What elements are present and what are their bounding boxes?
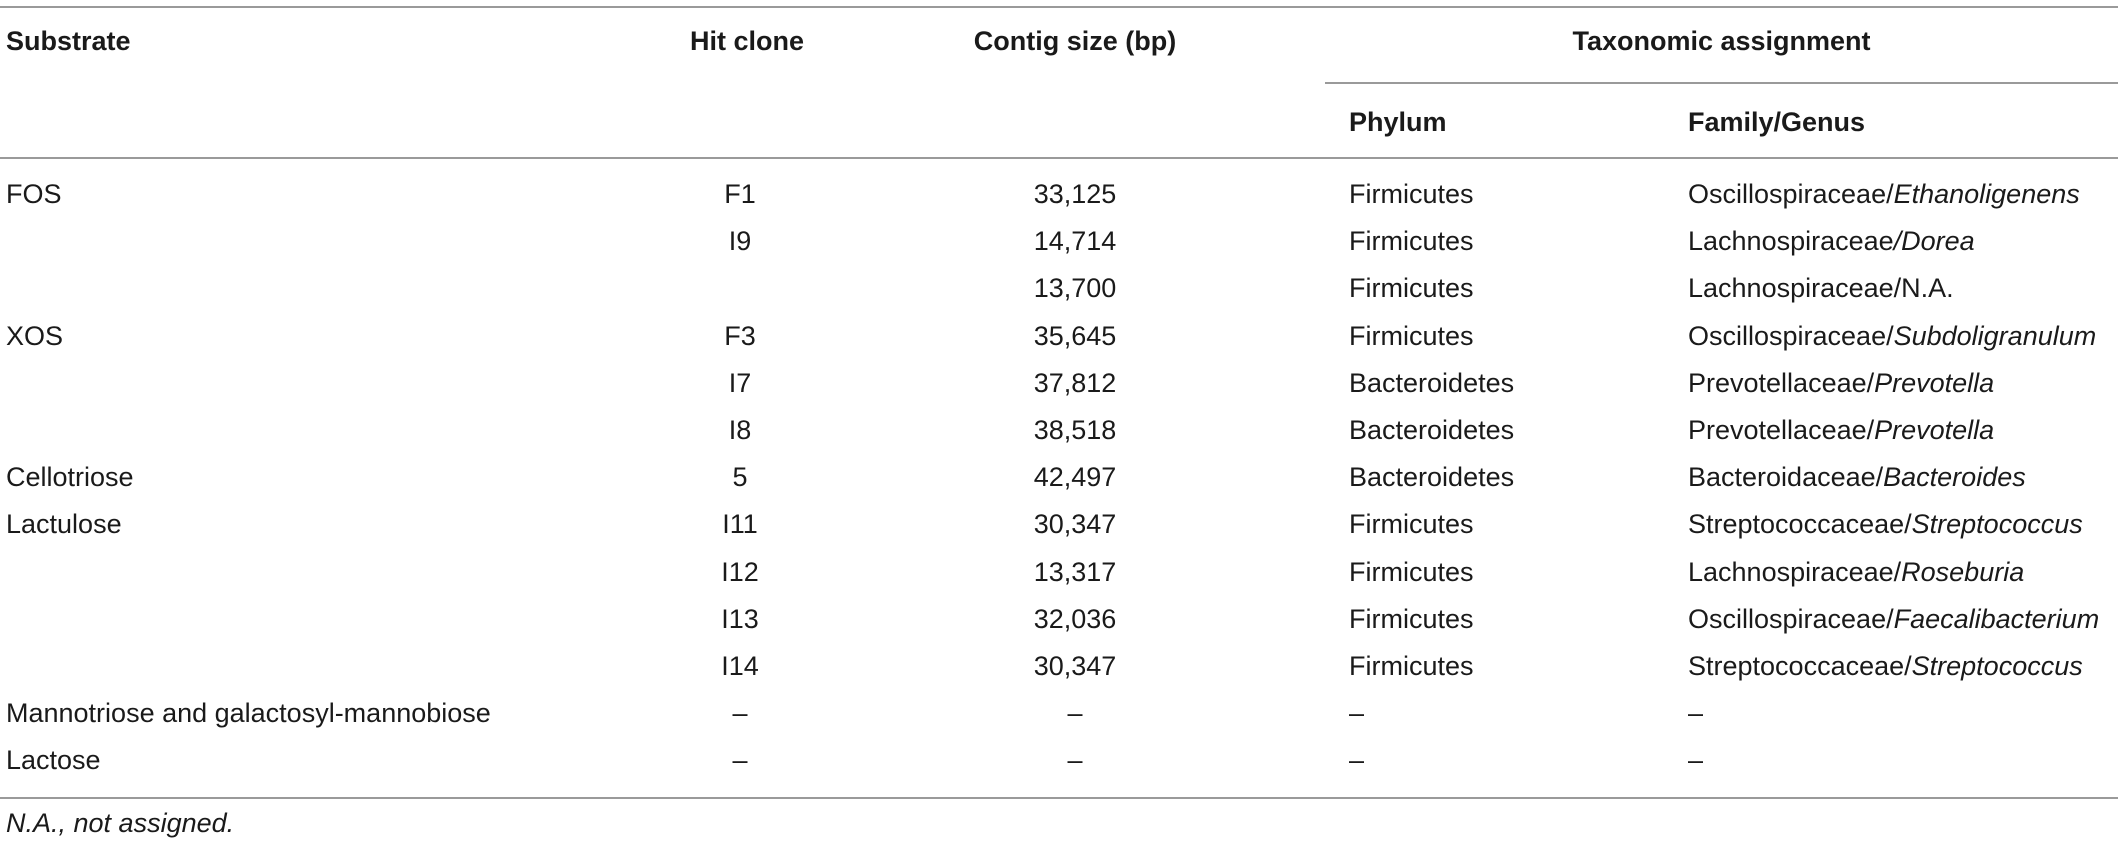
cell-phylum: Firmicutes xyxy=(1349,651,1474,681)
cell-substrate: FOS xyxy=(6,179,62,209)
cell-family-genus xyxy=(1688,555,2024,589)
cell-contig-size: – xyxy=(1067,698,1083,728)
table-footnote: N.A., not assigned. xyxy=(6,808,235,838)
cell-hit-clone: F3 xyxy=(724,321,756,351)
family-name: Streptococcaceae/ xyxy=(1688,509,1912,539)
cell-contig-size: 35,645 xyxy=(1033,321,1117,351)
cell-hit-clone: F1 xyxy=(724,179,756,209)
cell-hit-clone: – xyxy=(732,698,748,728)
cell-hit-clone: – xyxy=(732,745,748,775)
cell-contig-size: 37,812 xyxy=(1033,368,1117,398)
cell-family-genus xyxy=(1688,649,2083,683)
cell-contig-size: – xyxy=(1067,745,1083,775)
taxonomic-header-rule xyxy=(1325,82,2118,84)
cell-family-genus xyxy=(1688,271,1954,305)
cell-phylum: Firmicutes xyxy=(1349,604,1474,634)
cell-family-genus xyxy=(1688,696,1703,730)
cell-family-genus xyxy=(1688,413,1994,447)
cell-hit-clone: I7 xyxy=(728,368,752,398)
cell-substrate: Cellotriose xyxy=(6,462,134,492)
table-bottom-rule xyxy=(0,797,2118,799)
header-taxonomic-assignment: Taxonomic assignment xyxy=(1572,26,1871,56)
cell-family-genus xyxy=(1688,743,1703,777)
cell-family-genus xyxy=(1688,460,2026,494)
cell-substrate: Mannotriose and galactosyl-mannobiose xyxy=(6,698,491,728)
family-name: Oscillospiraceae/ xyxy=(1688,604,1894,634)
cell-phylum: Firmicutes xyxy=(1349,509,1474,539)
family-name: Lachnospiraceae/N.A. xyxy=(1688,273,1954,303)
header-phylum: Phylum xyxy=(1349,107,1447,137)
cell-phylum: Bacteroidetes xyxy=(1349,462,1515,492)
family-name: Lachnospiraceae xyxy=(1688,226,1894,256)
cell-hit-clone: I11 xyxy=(722,509,758,539)
cell-phylum: Firmicutes xyxy=(1349,557,1474,587)
cell-contig-size: 30,347 xyxy=(1033,651,1117,681)
cell-phylum: Bacteroidetes xyxy=(1349,415,1515,445)
cell-family-genus xyxy=(1688,319,2096,353)
cell-phylum: Bacteroidetes xyxy=(1349,368,1515,398)
genus-name: Bacteroides xyxy=(1883,462,2026,492)
cell-hit-clone: I14 xyxy=(721,651,759,681)
family-name: Prevotellaceae/ xyxy=(1688,415,1875,445)
genus-name: Streptococcus xyxy=(1911,509,2083,539)
header-hit-clone: Hit clone xyxy=(690,26,805,56)
genus-name: Prevotella xyxy=(1874,415,1995,445)
cell-contig-size: 13,700 xyxy=(1033,273,1117,303)
family-name: – xyxy=(1688,698,1704,728)
cell-substrate: Lactose xyxy=(6,745,101,775)
genus-name: Prevotella xyxy=(1874,368,1995,398)
cell-hit-clone: I9 xyxy=(728,226,752,256)
cell-hit-clone: I13 xyxy=(721,604,759,634)
cell-contig-size: 42,497 xyxy=(1033,462,1117,492)
cell-family-genus xyxy=(1688,507,2083,541)
cell-phylum: – xyxy=(1349,698,1365,728)
cell-hit-clone: I12 xyxy=(721,557,759,587)
genus-name: Faecalibacterium xyxy=(1893,604,2100,634)
cell-hit-clone: I8 xyxy=(728,415,752,445)
header-substrate: Substrate xyxy=(6,26,131,56)
genus-name: Roseburia xyxy=(1901,557,2025,587)
cell-phylum: Firmicutes xyxy=(1349,273,1474,303)
cell-family-genus xyxy=(1688,602,2099,636)
genus-name: /Dorea xyxy=(1893,226,1975,256)
family-name: Streptococcaceae/ xyxy=(1688,651,1912,681)
family-name: Bacteroidaceae/ xyxy=(1688,462,1884,492)
family-name: Oscillospiraceae/ xyxy=(1688,179,1894,209)
header-family-genus: Family/Genus xyxy=(1688,107,1866,137)
family-name: Lachnospiraceae/ xyxy=(1688,557,1902,587)
genus-name: Subdoligranulum xyxy=(1893,321,2097,351)
cell-contig-size: 30,347 xyxy=(1033,509,1117,539)
cell-phylum: Firmicutes xyxy=(1349,179,1474,209)
cell-family-genus xyxy=(1688,177,2080,211)
cell-phylum: Firmicutes xyxy=(1349,321,1474,351)
family-name: Oscillospiraceae/ xyxy=(1688,321,1894,351)
cell-hit-clone: 5 xyxy=(732,462,748,492)
cell-contig-size: 14,714 xyxy=(1033,226,1117,256)
cell-contig-size: 13,317 xyxy=(1033,557,1117,587)
genus-name: Streptococcus xyxy=(1911,651,2083,681)
table-top-rule xyxy=(0,6,2118,8)
cell-family-genus xyxy=(1688,224,1975,258)
cell-substrate: Lactulose xyxy=(6,509,122,539)
header-contig-size: Contig size (bp) xyxy=(973,26,1177,56)
header-bottom-rule xyxy=(0,157,2118,159)
family-name: – xyxy=(1688,745,1704,775)
cell-phylum: Firmicutes xyxy=(1349,226,1474,256)
family-name: Prevotellaceae/ xyxy=(1688,368,1875,398)
cell-family-genus xyxy=(1688,366,1994,400)
cell-phylum: – xyxy=(1349,745,1365,775)
cell-contig-size: 38,518 xyxy=(1033,415,1117,445)
cell-contig-size: 32,036 xyxy=(1033,604,1117,634)
genus-name: Ethanoligenens xyxy=(1893,179,2080,209)
cell-contig-size: 33,125 xyxy=(1033,179,1117,209)
cell-substrate: XOS xyxy=(6,321,64,351)
